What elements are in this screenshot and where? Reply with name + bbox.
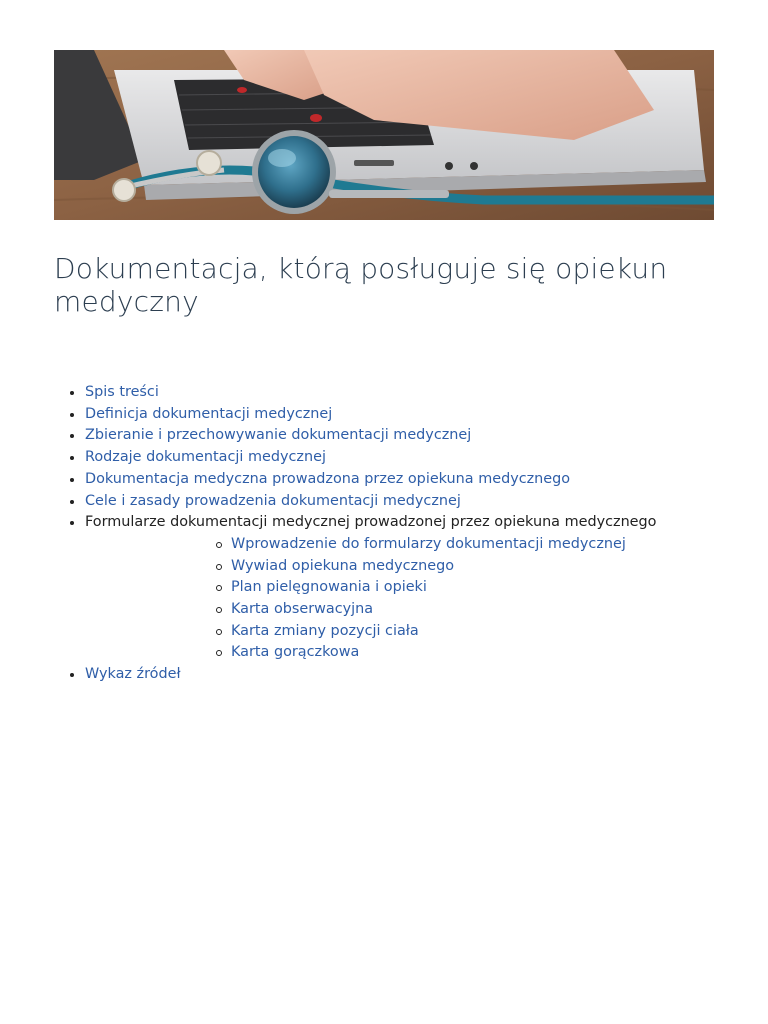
toc-link-definicja[interactable]: Definicja dokumentacji medycznej: [85, 405, 333, 422]
toc-link-rodzaje[interactable]: Rodzaje dokumentacji medycznej: [85, 449, 326, 466]
toc-item: [0, 425, 768, 447]
hero-image: [54, 50, 714, 220]
toc-subitem: [85, 621, 768, 643]
toc-link-dokumentacja-opiekuna[interactable]: Dokumentacja medyczna prowadzona przez opiekuna medycznego: [85, 470, 571, 487]
toc-subitem: [85, 577, 768, 599]
toc-link-zbieranie[interactable]: Zbieranie i przechowywanie dokumentacji medycznej: [85, 427, 472, 444]
toc-item: [0, 664, 768, 686]
toc-link-wywiad[interactable]: Wywiad opiekuna medycznego: [231, 557, 455, 574]
toc-item: [0, 469, 768, 491]
page-title: Dokumentacja, którą posługuje się opiekun medyczny: [54, 252, 668, 318]
toc-subitem: [85, 642, 768, 664]
toc-subitem: [85, 534, 768, 556]
toc-link-spis-tresci[interactable]: Spis treści: [85, 384, 159, 400]
toc-link-cele-zasady[interactable]: Cele i zasady prowadzenia dokumentacji medycznej: [85, 492, 461, 509]
toc-link-karta-goraczkowa[interactable]: Karta gorączkowa: [231, 644, 360, 661]
toc-item: [0, 404, 768, 426]
toc-item: [0, 512, 768, 664]
toc-link-wprowadzenie[interactable]: Wprowadzenie do formularzy dokumentacji medycznej: [231, 535, 626, 552]
toc-link-karta-zmiany-pozycji[interactable]: Karta zmiany pozycji ciała: [231, 622, 419, 639]
toc-section-formularze: Formularze dokumentacji medycznej prowadzonej przez opiekuna medycznego: [85, 514, 657, 531]
toc-link-wykaz-zrodel[interactable]: Wykaz źródeł: [85, 666, 181, 683]
toc-link-plan[interactable]: Plan pielęgnowania i opieki: [231, 579, 427, 596]
toc-subitem: [85, 556, 768, 578]
toc-sublist: [85, 534, 768, 664]
toc-item: [0, 447, 768, 469]
toc-item: [0, 491, 768, 513]
toc-link-karta-obserwacyjna[interactable]: Karta obserwacyjna: [231, 601, 374, 618]
laptop-stethoscope-illustration: [54, 50, 714, 220]
toc-item: [0, 382, 768, 404]
table-of-contents: [0, 382, 768, 686]
toc-subitem: [85, 599, 768, 621]
